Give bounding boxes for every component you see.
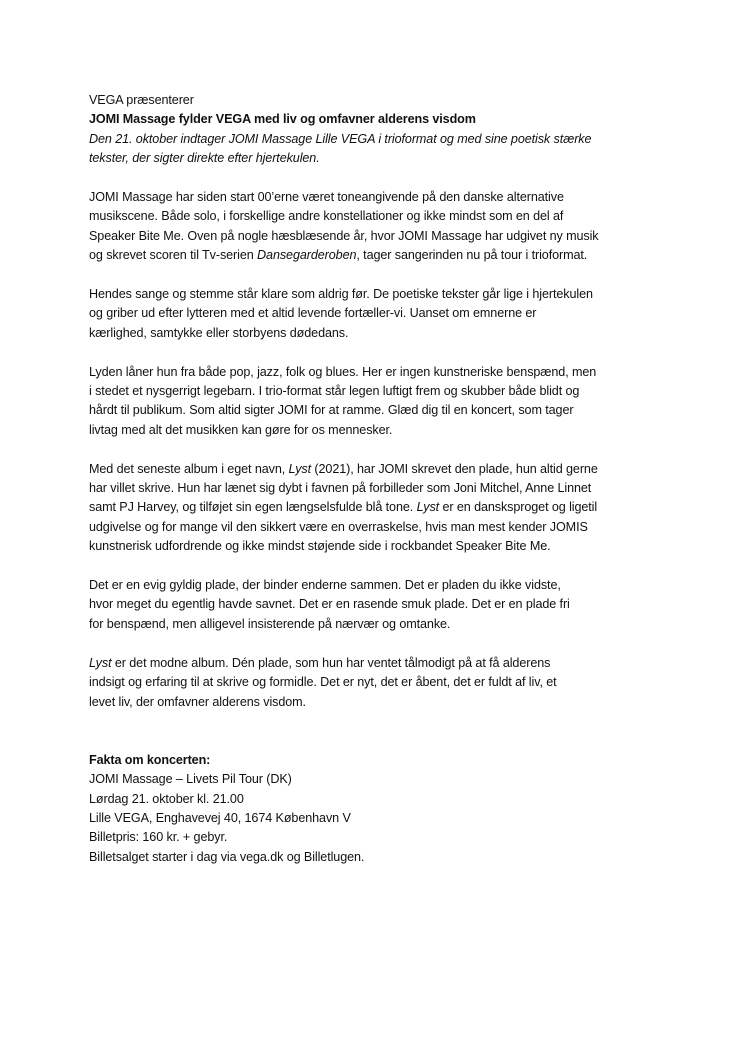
lead-line-1: Den 21. oktober indtager JOMI Massage Lille VEGA i trioformat og med sine poetisk stærke	[89, 131, 592, 146]
text-line: Det er en evig gyldig plade, der binder enderne sammen. Det er pladen du ikke vidste,	[89, 578, 561, 593]
text-fragment: og skrevet scoren til Tv-serien	[89, 248, 258, 263]
album-title: Lyst	[288, 461, 312, 476]
text-line	[89, 460, 669, 479]
facts-section	[89, 751, 669, 867]
presenter-line: VEGA præsenterer	[89, 93, 194, 107]
text-fragment: er en dansksproget og ligetil	[439, 500, 598, 515]
text-line: Speaker Bite Me. Oven på nogle hæsblæsende år, hvor JOMI Massage har udgivet ny musik	[89, 228, 599, 243]
album-title: Lyst	[89, 655, 112, 670]
text-line	[89, 498, 669, 517]
text-fragment: , tager sangerinden nu på tour i trioformat.	[356, 248, 588, 263]
text-line: hårdt til publikum. Som altid sigter JOMI for at ramme. Glæd dig til en koncert, som tager	[89, 403, 574, 418]
text-line: udgivelse og for mange vil den sikkert være en overraskelse, hvis man mest kender JOMIS	[89, 519, 588, 534]
text-line: Hendes sange og stemme står klare som aldrig før. De poetiske tekster går lige i hjertekulen	[89, 287, 593, 302]
intro-block	[89, 91, 669, 169]
paragraph-1	[89, 188, 669, 266]
paragraph-5	[89, 576, 669, 634]
text-line	[89, 654, 669, 673]
facts-item-date: Lørdag 21. oktober kl. 21.00	[89, 791, 244, 806]
text-line: levet liv, der omfavner alderens visdom.	[89, 694, 306, 709]
headline: JOMI Massage fylder VEGA med liv og omfavner alderens visdom	[89, 112, 476, 127]
text-fragment: Med det seneste album i eget navn,	[89, 461, 289, 476]
tv-series-title: Dansegarderoben	[257, 248, 357, 263]
lead-line-2: tekster, der sigter direkte efter hjertekulen.	[89, 151, 320, 166]
paragraph-4	[89, 460, 669, 557]
text-line: for benspænd, men alligevel insisterende på nærvær og omtanke.	[89, 616, 451, 631]
text-line: og griber ud efter lytteren med et altid levende fortæller-vi. Uanset om emnerne er	[89, 306, 537, 321]
text-line: Lyden låner hun fra både pop, jazz, folk og blues. Her er ingen kunstneriske benspænd, men	[89, 364, 597, 379]
paragraph-2	[89, 285, 669, 343]
text-line: hvor meget du egentlig havde savnet. Det er en rasende smuk plade. Det er en plade fri	[89, 597, 570, 612]
text-line: kunstnerisk udfordrende og ikke mindst støjende side i rockbandet Speaker Bite Me.	[89, 539, 551, 554]
text-fragment: er det modne album. Dén plade, som hun har ventet tålmodigt på at få alderens	[111, 655, 551, 670]
facts-item-venue: Lille VEGA, Enghavevej 40, 1674 København V	[89, 810, 351, 825]
paragraph-6	[89, 654, 669, 712]
text-line: JOMI Massage har siden start 00’erne været toneangivende på den danske alternative	[89, 190, 564, 205]
facts-heading: Fakta om koncerten:	[89, 752, 211, 767]
paragraph-3	[89, 363, 669, 441]
facts-item-price: Billetpris: 160 kr. + gebyr.	[89, 830, 228, 845]
text-fragment: samt PJ Harvey, og tilføjet sin egen længselsfulde blå tone.	[89, 500, 417, 515]
document-page	[89, 91, 669, 867]
text-line: indsigt og erfaring til at skrive og formidle. Det er nyt, det er åbent, det er fuldt af liv, et	[89, 675, 557, 690]
facts-item-tour: JOMI Massage – Livets Pil Tour (DK)	[89, 772, 292, 787]
album-title: Lyst	[416, 500, 440, 515]
text-line: i stedet et nysgerrigt legebarn. I trio-format står legen luftigt frem og skubber både blidt og	[89, 384, 580, 399]
text-line: kærlighed, samtykke eller storbyens dødedans.	[89, 325, 349, 340]
text-fragment: (2021), har JOMI skrevet den plade, hun altid gerne	[311, 461, 598, 476]
text-line: har villet skrive. Hun har lænet sig dybt i favnen på forbilleder som Joni Mitchel, Anne Linnet	[89, 481, 592, 496]
facts-item-sales: Billetsalget starter i dag via vega.dk og Billetlugen.	[89, 849, 365, 864]
text-line: livtag med alt det musikken kan gøre for os mennesker.	[89, 422, 393, 437]
text-line	[89, 246, 669, 265]
text-line: musikscene. Både solo, i forskellige andre konstellationer og ikke mindst som en del af	[89, 209, 564, 224]
